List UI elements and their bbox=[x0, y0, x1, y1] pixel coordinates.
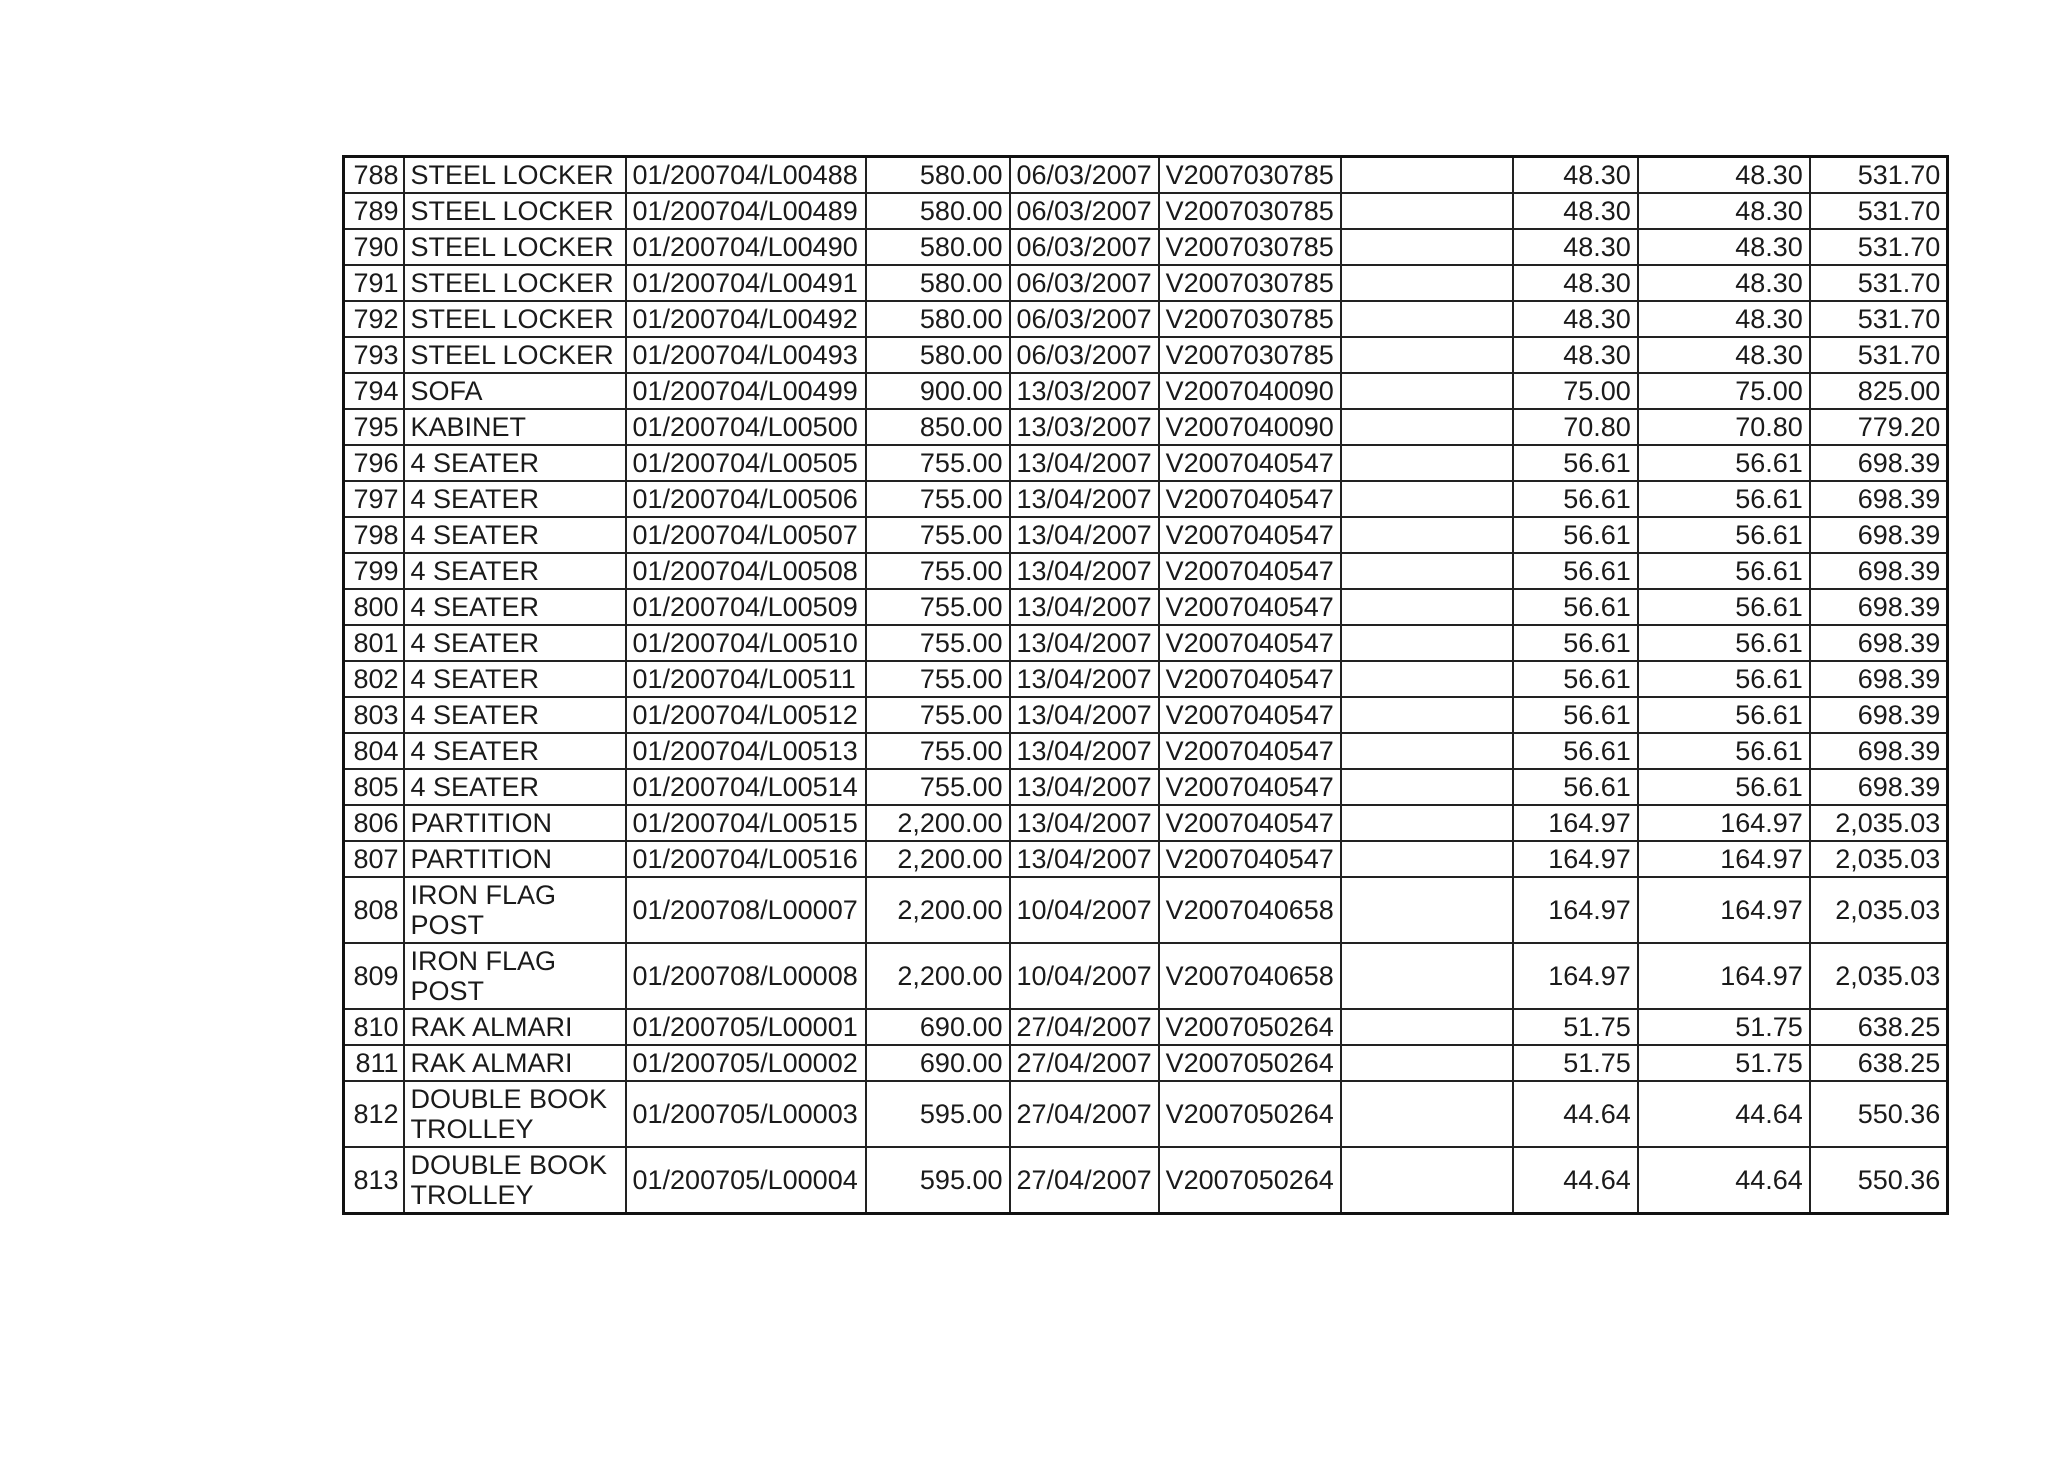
blank-cell bbox=[1341, 625, 1513, 661]
accumulated-cell: 56.61 bbox=[1638, 589, 1810, 625]
accumulated-cell: 56.61 bbox=[1638, 769, 1810, 805]
depreciation-cell: 48.30 bbox=[1513, 193, 1638, 229]
net-value-cell: 531.70 bbox=[1810, 337, 1948, 373]
depreciation-cell: 48.30 bbox=[1513, 229, 1638, 265]
table-row bbox=[344, 943, 1948, 1009]
blank-cell bbox=[1341, 301, 1513, 337]
accumulated-cell: 75.00 bbox=[1638, 373, 1810, 409]
accumulated-cell: 56.61 bbox=[1638, 481, 1810, 517]
cost-cell: 580.00 bbox=[866, 157, 1010, 194]
table-row bbox=[344, 553, 1948, 589]
row-number-cell: 800 bbox=[344, 589, 404, 625]
blank-cell bbox=[1341, 661, 1513, 697]
voucher-cell: V2007040658 bbox=[1159, 943, 1341, 1009]
voucher-cell: V2007040547 bbox=[1159, 625, 1341, 661]
date-cell: 06/03/2007 bbox=[1010, 229, 1159, 265]
table-row bbox=[344, 517, 1948, 553]
net-value-cell: 825.00 bbox=[1810, 373, 1948, 409]
voucher-cell: V2007050264 bbox=[1159, 1147, 1341, 1214]
asset-code-cell: 01/200704/L00499 bbox=[626, 373, 866, 409]
voucher-cell: V2007030785 bbox=[1159, 265, 1341, 301]
asset-code-cell: 01/200704/L00506 bbox=[626, 481, 866, 517]
asset-code-cell: 01/200704/L00490 bbox=[626, 229, 866, 265]
row-number-cell: 798 bbox=[344, 517, 404, 553]
net-value-cell: 698.39 bbox=[1810, 769, 1948, 805]
depreciation-cell: 56.61 bbox=[1513, 733, 1638, 769]
net-value-cell: 2,035.03 bbox=[1810, 841, 1948, 877]
asset-code-cell: 01/200704/L00515 bbox=[626, 805, 866, 841]
table-row bbox=[344, 625, 1948, 661]
item-name-cell: IRON FLAG POST bbox=[404, 943, 626, 1009]
date-cell: 06/03/2007 bbox=[1010, 265, 1159, 301]
item-name-cell: KABINET bbox=[404, 409, 626, 445]
date-cell: 27/04/2007 bbox=[1010, 1045, 1159, 1081]
accumulated-cell: 51.75 bbox=[1638, 1045, 1810, 1081]
table-row bbox=[344, 337, 1948, 373]
date-cell: 13/04/2007 bbox=[1010, 841, 1159, 877]
cost-cell: 755.00 bbox=[866, 697, 1010, 733]
blank-cell bbox=[1341, 553, 1513, 589]
accumulated-cell: 70.80 bbox=[1638, 409, 1810, 445]
voucher-cell: V2007040547 bbox=[1159, 481, 1341, 517]
accumulated-cell: 56.61 bbox=[1638, 733, 1810, 769]
date-cell: 13/04/2007 bbox=[1010, 769, 1159, 805]
item-name-cell: 4 SEATER bbox=[404, 625, 626, 661]
date-cell: 13/04/2007 bbox=[1010, 733, 1159, 769]
date-cell: 13/03/2007 bbox=[1010, 373, 1159, 409]
date-cell: 06/03/2007 bbox=[1010, 157, 1159, 194]
accumulated-cell: 164.97 bbox=[1638, 943, 1810, 1009]
cost-cell: 755.00 bbox=[866, 553, 1010, 589]
asset-code-cell: 01/200708/L00007 bbox=[626, 877, 866, 943]
cost-cell: 2,200.00 bbox=[866, 943, 1010, 1009]
blank-cell bbox=[1341, 733, 1513, 769]
asset-code-cell: 01/200704/L00489 bbox=[626, 193, 866, 229]
asset-code-cell: 01/200704/L00511 bbox=[626, 661, 866, 697]
net-value-cell: 2,035.03 bbox=[1810, 943, 1948, 1009]
voucher-cell: V2007040547 bbox=[1159, 661, 1341, 697]
depreciation-cell: 51.75 bbox=[1513, 1009, 1638, 1045]
net-value-cell: 531.70 bbox=[1810, 265, 1948, 301]
accumulated-cell: 48.30 bbox=[1638, 265, 1810, 301]
voucher-cell: V2007040547 bbox=[1159, 769, 1341, 805]
date-cell: 13/04/2007 bbox=[1010, 625, 1159, 661]
item-name-cell: 4 SEATER bbox=[404, 445, 626, 481]
cost-cell: 690.00 bbox=[866, 1045, 1010, 1081]
voucher-cell: V2007050264 bbox=[1159, 1081, 1341, 1147]
row-number-cell: 804 bbox=[344, 733, 404, 769]
row-number-cell: 791 bbox=[344, 265, 404, 301]
table-row bbox=[344, 1009, 1948, 1045]
row-number-cell: 797 bbox=[344, 481, 404, 517]
blank-cell bbox=[1341, 1147, 1513, 1214]
depreciation-cell: 164.97 bbox=[1513, 943, 1638, 1009]
date-cell: 13/04/2007 bbox=[1010, 589, 1159, 625]
date-cell: 13/04/2007 bbox=[1010, 553, 1159, 589]
net-value-cell: 2,035.03 bbox=[1810, 877, 1948, 943]
date-cell: 13/03/2007 bbox=[1010, 409, 1159, 445]
blank-cell bbox=[1341, 841, 1513, 877]
blank-cell bbox=[1341, 769, 1513, 805]
asset-code-cell: 01/200704/L00509 bbox=[626, 589, 866, 625]
item-name-cell: STEEL LOCKER bbox=[404, 229, 626, 265]
accumulated-cell: 56.61 bbox=[1638, 661, 1810, 697]
depreciation-cell: 56.61 bbox=[1513, 517, 1638, 553]
date-cell: 06/03/2007 bbox=[1010, 193, 1159, 229]
blank-cell bbox=[1341, 337, 1513, 373]
cost-cell: 850.00 bbox=[866, 409, 1010, 445]
blank-cell bbox=[1341, 1009, 1513, 1045]
table-row bbox=[344, 265, 1948, 301]
row-number-cell: 794 bbox=[344, 373, 404, 409]
row-number-cell: 801 bbox=[344, 625, 404, 661]
item-name-cell: STEEL LOCKER bbox=[404, 337, 626, 373]
table-row bbox=[344, 481, 1948, 517]
net-value-cell: 779.20 bbox=[1810, 409, 1948, 445]
net-value-cell: 698.39 bbox=[1810, 445, 1948, 481]
item-name-cell: STEEL LOCKER bbox=[404, 157, 626, 194]
accumulated-cell: 56.61 bbox=[1638, 697, 1810, 733]
voucher-cell: V2007040547 bbox=[1159, 553, 1341, 589]
depreciation-cell: 48.30 bbox=[1513, 157, 1638, 194]
net-value-cell: 698.39 bbox=[1810, 697, 1948, 733]
depreciation-cell: 56.61 bbox=[1513, 769, 1638, 805]
table-row bbox=[344, 1045, 1948, 1081]
row-number-cell: 810 bbox=[344, 1009, 404, 1045]
item-name-cell: 4 SEATER bbox=[404, 733, 626, 769]
row-number-cell: 812 bbox=[344, 1081, 404, 1147]
asset-code-cell: 01/200705/L00004 bbox=[626, 1147, 866, 1214]
item-name-cell: RAK ALMARI bbox=[404, 1045, 626, 1081]
item-name-cell: STEEL LOCKER bbox=[404, 265, 626, 301]
net-value-cell: 550.36 bbox=[1810, 1147, 1948, 1214]
accumulated-cell: 51.75 bbox=[1638, 1009, 1810, 1045]
net-value-cell: 698.39 bbox=[1810, 517, 1948, 553]
item-name-cell: IRON FLAG POST bbox=[404, 877, 626, 943]
asset-code-cell: 01/200704/L00492 bbox=[626, 301, 866, 337]
cost-cell: 580.00 bbox=[866, 301, 1010, 337]
table-row bbox=[344, 877, 1948, 943]
asset-code-cell: 01/200704/L00512 bbox=[626, 697, 866, 733]
voucher-cell: V2007050264 bbox=[1159, 1045, 1341, 1081]
blank-cell bbox=[1341, 1081, 1513, 1147]
item-name-cell: STEEL LOCKER bbox=[404, 193, 626, 229]
depreciation-cell: 75.00 bbox=[1513, 373, 1638, 409]
row-number-cell: 809 bbox=[344, 943, 404, 1009]
date-cell: 13/04/2007 bbox=[1010, 805, 1159, 841]
table-body bbox=[344, 157, 1948, 1214]
voucher-cell: V2007030785 bbox=[1159, 193, 1341, 229]
date-cell: 13/04/2007 bbox=[1010, 517, 1159, 553]
asset-code-cell: 01/200708/L00008 bbox=[626, 943, 866, 1009]
net-value-cell: 698.39 bbox=[1810, 553, 1948, 589]
row-number-cell: 805 bbox=[344, 769, 404, 805]
row-number-cell: 813 bbox=[344, 1147, 404, 1214]
net-value-cell: 698.39 bbox=[1810, 589, 1948, 625]
depreciation-cell: 56.61 bbox=[1513, 625, 1638, 661]
date-cell: 10/04/2007 bbox=[1010, 943, 1159, 1009]
cost-cell: 690.00 bbox=[866, 1009, 1010, 1045]
depreciation-cell: 56.61 bbox=[1513, 589, 1638, 625]
asset-code-cell: 01/200705/L00003 bbox=[626, 1081, 866, 1147]
net-value-cell: 698.39 bbox=[1810, 733, 1948, 769]
date-cell: 06/03/2007 bbox=[1010, 337, 1159, 373]
depreciation-cell: 48.30 bbox=[1513, 337, 1638, 373]
cost-cell: 580.00 bbox=[866, 229, 1010, 265]
table-row bbox=[344, 409, 1948, 445]
table-row bbox=[344, 445, 1948, 481]
depreciation-cell: 164.97 bbox=[1513, 877, 1638, 943]
depreciation-cell: 70.80 bbox=[1513, 409, 1638, 445]
net-value-cell: 638.25 bbox=[1810, 1009, 1948, 1045]
voucher-cell: V2007050264 bbox=[1159, 1009, 1341, 1045]
blank-cell bbox=[1341, 943, 1513, 1009]
row-number-cell: 803 bbox=[344, 697, 404, 733]
cost-cell: 580.00 bbox=[866, 265, 1010, 301]
asset-code-cell: 01/200704/L00507 bbox=[626, 517, 866, 553]
asset-code-cell: 01/200704/L00488 bbox=[626, 157, 866, 194]
asset-register-table bbox=[342, 155, 1949, 1215]
net-value-cell: 698.39 bbox=[1810, 661, 1948, 697]
depreciation-cell: 48.30 bbox=[1513, 301, 1638, 337]
item-name-cell: PARTITION bbox=[404, 805, 626, 841]
accumulated-cell: 48.30 bbox=[1638, 337, 1810, 373]
blank-cell bbox=[1341, 373, 1513, 409]
cost-cell: 755.00 bbox=[866, 625, 1010, 661]
asset-code-cell: 01/200704/L00500 bbox=[626, 409, 866, 445]
row-number-cell: 795 bbox=[344, 409, 404, 445]
accumulated-cell: 48.30 bbox=[1638, 193, 1810, 229]
row-number-cell: 792 bbox=[344, 301, 404, 337]
voucher-cell: V2007030785 bbox=[1159, 229, 1341, 265]
date-cell: 06/03/2007 bbox=[1010, 301, 1159, 337]
item-name-cell: 4 SEATER bbox=[404, 661, 626, 697]
table-row bbox=[344, 1147, 1948, 1214]
depreciation-cell: 48.30 bbox=[1513, 265, 1638, 301]
table-row bbox=[344, 193, 1948, 229]
row-number-cell: 808 bbox=[344, 877, 404, 943]
voucher-cell: V2007030785 bbox=[1159, 337, 1341, 373]
accumulated-cell: 56.61 bbox=[1638, 625, 1810, 661]
item-name-cell: SOFA bbox=[404, 373, 626, 409]
net-value-cell: 531.70 bbox=[1810, 157, 1948, 194]
asset-code-cell: 01/200704/L00505 bbox=[626, 445, 866, 481]
item-name-cell: STEEL LOCKER bbox=[404, 301, 626, 337]
depreciation-cell: 44.64 bbox=[1513, 1081, 1638, 1147]
item-name-cell: 4 SEATER bbox=[404, 553, 626, 589]
blank-cell bbox=[1341, 1045, 1513, 1081]
voucher-cell: V2007040547 bbox=[1159, 589, 1341, 625]
blank-cell bbox=[1341, 229, 1513, 265]
table-row bbox=[344, 697, 1948, 733]
table-row bbox=[344, 841, 1948, 877]
voucher-cell: V2007030785 bbox=[1159, 157, 1341, 194]
asset-code-cell: 01/200704/L00514 bbox=[626, 769, 866, 805]
net-value-cell: 698.39 bbox=[1810, 481, 1948, 517]
accumulated-cell: 44.64 bbox=[1638, 1147, 1810, 1214]
voucher-cell: V2007040547 bbox=[1159, 805, 1341, 841]
table-row bbox=[344, 661, 1948, 697]
net-value-cell: 638.25 bbox=[1810, 1045, 1948, 1081]
cost-cell: 2,200.00 bbox=[866, 805, 1010, 841]
cost-cell: 755.00 bbox=[866, 589, 1010, 625]
asset-code-cell: 01/200705/L00001 bbox=[626, 1009, 866, 1045]
asset-code-cell: 01/200704/L00510 bbox=[626, 625, 866, 661]
depreciation-cell: 56.61 bbox=[1513, 697, 1638, 733]
table-row bbox=[344, 229, 1948, 265]
cost-cell: 580.00 bbox=[866, 337, 1010, 373]
table-row bbox=[344, 805, 1948, 841]
voucher-cell: V2007040547 bbox=[1159, 733, 1341, 769]
row-number-cell: 806 bbox=[344, 805, 404, 841]
item-name-cell: PARTITION bbox=[404, 841, 626, 877]
table-row bbox=[344, 301, 1948, 337]
cost-cell: 900.00 bbox=[866, 373, 1010, 409]
asset-code-cell: 01/200704/L00491 bbox=[626, 265, 866, 301]
table-row bbox=[344, 157, 1948, 194]
accumulated-cell: 56.61 bbox=[1638, 517, 1810, 553]
item-name-cell: DOUBLE BOOK TROLLEY bbox=[404, 1147, 626, 1214]
blank-cell bbox=[1341, 481, 1513, 517]
item-name-cell: 4 SEATER bbox=[404, 481, 626, 517]
accumulated-cell: 164.97 bbox=[1638, 805, 1810, 841]
cost-cell: 595.00 bbox=[866, 1147, 1010, 1214]
asset-code-cell: 01/200704/L00493 bbox=[626, 337, 866, 373]
item-name-cell: RAK ALMARI bbox=[404, 1009, 626, 1045]
row-number-cell: 796 bbox=[344, 445, 404, 481]
item-name-cell: 4 SEATER bbox=[404, 697, 626, 733]
accumulated-cell: 56.61 bbox=[1638, 553, 1810, 589]
cost-cell: 755.00 bbox=[866, 769, 1010, 805]
cost-cell: 755.00 bbox=[866, 517, 1010, 553]
table-row bbox=[344, 733, 1948, 769]
voucher-cell: V2007040547 bbox=[1159, 445, 1341, 481]
blank-cell bbox=[1341, 265, 1513, 301]
depreciation-cell: 164.97 bbox=[1513, 841, 1638, 877]
depreciation-cell: 51.75 bbox=[1513, 1045, 1638, 1081]
cost-cell: 580.00 bbox=[866, 193, 1010, 229]
voucher-cell: V2007040090 bbox=[1159, 373, 1341, 409]
accumulated-cell: 48.30 bbox=[1638, 301, 1810, 337]
blank-cell bbox=[1341, 193, 1513, 229]
item-name-cell: DOUBLE BOOK TROLLEY bbox=[404, 1081, 626, 1147]
date-cell: 13/04/2007 bbox=[1010, 481, 1159, 517]
voucher-cell: V2007030785 bbox=[1159, 301, 1341, 337]
blank-cell bbox=[1341, 877, 1513, 943]
blank-cell bbox=[1341, 409, 1513, 445]
cost-cell: 755.00 bbox=[866, 733, 1010, 769]
table-row bbox=[344, 1081, 1948, 1147]
date-cell: 13/04/2007 bbox=[1010, 445, 1159, 481]
table-row bbox=[344, 373, 1948, 409]
voucher-cell: V2007040547 bbox=[1159, 517, 1341, 553]
voucher-cell: V2007040547 bbox=[1159, 841, 1341, 877]
date-cell: 10/04/2007 bbox=[1010, 877, 1159, 943]
row-number-cell: 793 bbox=[344, 337, 404, 373]
item-name-cell: 4 SEATER bbox=[404, 517, 626, 553]
asset-code-cell: 01/200704/L00516 bbox=[626, 841, 866, 877]
net-value-cell: 531.70 bbox=[1810, 229, 1948, 265]
accumulated-cell: 48.30 bbox=[1638, 157, 1810, 194]
date-cell: 27/04/2007 bbox=[1010, 1147, 1159, 1214]
voucher-cell: V2007040547 bbox=[1159, 697, 1341, 733]
voucher-cell: V2007040658 bbox=[1159, 877, 1341, 943]
depreciation-cell: 56.61 bbox=[1513, 445, 1638, 481]
cost-cell: 755.00 bbox=[866, 481, 1010, 517]
item-name-cell: 4 SEATER bbox=[404, 589, 626, 625]
row-number-cell: 811 bbox=[344, 1045, 404, 1081]
blank-cell bbox=[1341, 589, 1513, 625]
depreciation-cell: 56.61 bbox=[1513, 553, 1638, 589]
row-number-cell: 802 bbox=[344, 661, 404, 697]
date-cell: 13/04/2007 bbox=[1010, 661, 1159, 697]
accumulated-cell: 56.61 bbox=[1638, 445, 1810, 481]
blank-cell bbox=[1341, 517, 1513, 553]
accumulated-cell: 48.30 bbox=[1638, 229, 1810, 265]
asset-code-cell: 01/200704/L00508 bbox=[626, 553, 866, 589]
net-value-cell: 531.70 bbox=[1810, 193, 1948, 229]
table-row bbox=[344, 769, 1948, 805]
date-cell: 13/04/2007 bbox=[1010, 697, 1159, 733]
net-value-cell: 531.70 bbox=[1810, 301, 1948, 337]
net-value-cell: 2,035.03 bbox=[1810, 805, 1948, 841]
date-cell: 27/04/2007 bbox=[1010, 1009, 1159, 1045]
cost-cell: 2,200.00 bbox=[866, 877, 1010, 943]
accumulated-cell: 164.97 bbox=[1638, 841, 1810, 877]
cost-cell: 2,200.00 bbox=[866, 841, 1010, 877]
blank-cell bbox=[1341, 445, 1513, 481]
cost-cell: 755.00 bbox=[866, 661, 1010, 697]
voucher-cell: V2007040090 bbox=[1159, 409, 1341, 445]
row-number-cell: 799 bbox=[344, 553, 404, 589]
item-name-cell: 4 SEATER bbox=[404, 769, 626, 805]
asset-code-cell: 01/200705/L00002 bbox=[626, 1045, 866, 1081]
blank-cell bbox=[1341, 157, 1513, 194]
row-number-cell: 790 bbox=[344, 229, 404, 265]
net-value-cell: 550.36 bbox=[1810, 1081, 1948, 1147]
row-number-cell: 807 bbox=[344, 841, 404, 877]
asset-code-cell: 01/200704/L00513 bbox=[626, 733, 866, 769]
row-number-cell: 788 bbox=[344, 157, 404, 194]
blank-cell bbox=[1341, 697, 1513, 733]
depreciation-cell: 56.61 bbox=[1513, 481, 1638, 517]
cost-cell: 755.00 bbox=[866, 445, 1010, 481]
blank-cell bbox=[1341, 805, 1513, 841]
net-value-cell: 698.39 bbox=[1810, 625, 1948, 661]
row-number-cell: 789 bbox=[344, 193, 404, 229]
accumulated-cell: 44.64 bbox=[1638, 1081, 1810, 1147]
depreciation-cell: 56.61 bbox=[1513, 661, 1638, 697]
depreciation-cell: 44.64 bbox=[1513, 1147, 1638, 1214]
cost-cell: 595.00 bbox=[866, 1081, 1010, 1147]
date-cell: 27/04/2007 bbox=[1010, 1081, 1159, 1147]
table-row bbox=[344, 589, 1948, 625]
depreciation-cell: 164.97 bbox=[1513, 805, 1638, 841]
accumulated-cell: 164.97 bbox=[1638, 877, 1810, 943]
